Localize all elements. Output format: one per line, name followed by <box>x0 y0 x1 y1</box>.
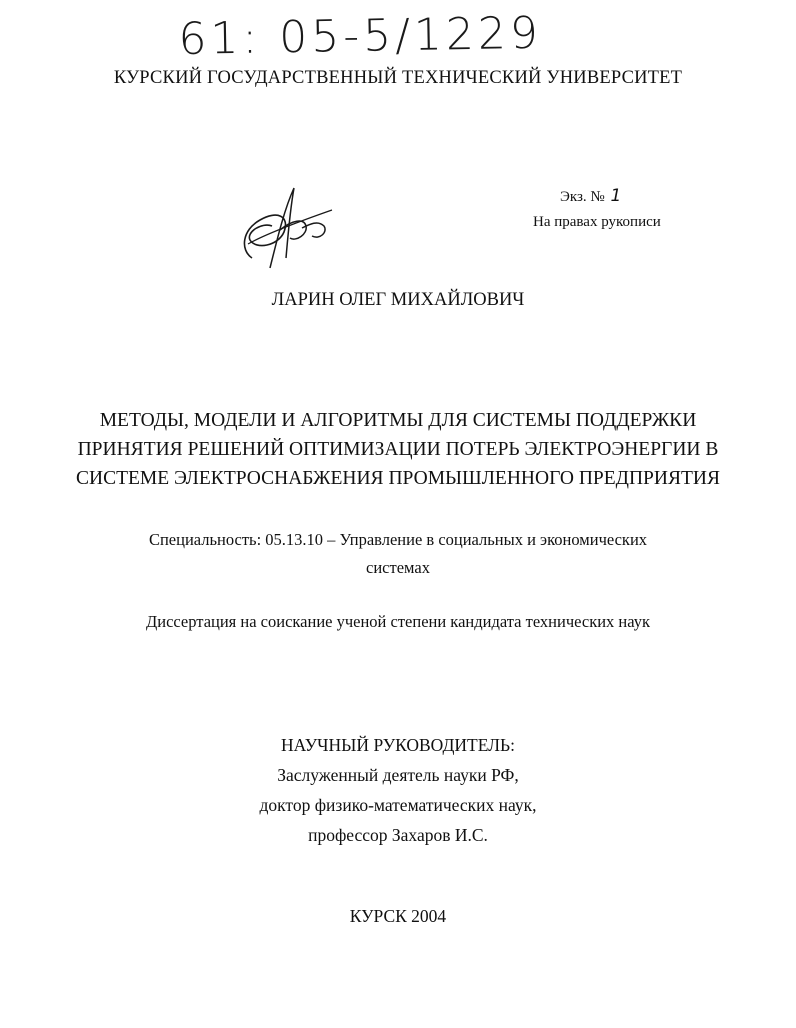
manuscript-rights: На правах рукописи <box>533 214 661 230</box>
specialty-line: Специальность: 05.13.10 – Управление в социальных и экономических <box>148 530 648 549</box>
supervisor-block <box>0 730 796 850</box>
archive-number-handwritten: 61: 05-5/1229 <box>178 7 543 65</box>
copy-number-value: 1 <box>610 186 622 206</box>
supervisor-line: Заслуженный деятель науки РФ, <box>277 765 519 785</box>
copy-label: Экз. № <box>560 189 605 205</box>
university-name: КУРСКИЙ ГОСУДАРСТВЕННЫЙ ТЕХНИЧЕСКИЙ УНИВЕРСИТЕТ <box>113 68 683 88</box>
specialty-line: системах <box>366 558 430 577</box>
supervisor-heading: НАУЧНЫЙ РУКОВОДИТЕЛЬ: <box>281 735 515 755</box>
title-line: МЕТОДЫ, МОДЕЛИ И АЛГОРИТМЫ ДЛЯ СИСТЕМЫ ПОДДЕРЖКИ <box>99 410 697 431</box>
city-year: КУРСК 2004 <box>349 906 447 926</box>
supervisor-line: профессор Захаров И.С. <box>308 825 488 845</box>
author-name: ЛАРИН ОЛЕГ МИХАЙЛОВИЧ <box>271 290 525 310</box>
title-line: СИСТЕМЕ ЭЛЕКТРОСНАБЖЕНИЯ ПРОМЫШЛЕННОГО ПРЕДПРИЯТИЯ <box>75 468 720 489</box>
supervisor-line: доктор физико-математических наук, <box>259 795 537 815</box>
title-line: ПРИНЯТИЯ РЕШЕНИЙ ОПТИМИЗАЦИИ ПОТЕРЬ ЭЛЕКТРОЭНЕРГИИ В <box>77 439 719 460</box>
specialty <box>110 526 686 582</box>
dissertation-degree: Диссертация на соискание ученой степени кандидата технических наук <box>146 612 650 631</box>
signature <box>232 180 342 280</box>
copy-number <box>560 186 621 206</box>
dissertation-title <box>60 406 736 493</box>
